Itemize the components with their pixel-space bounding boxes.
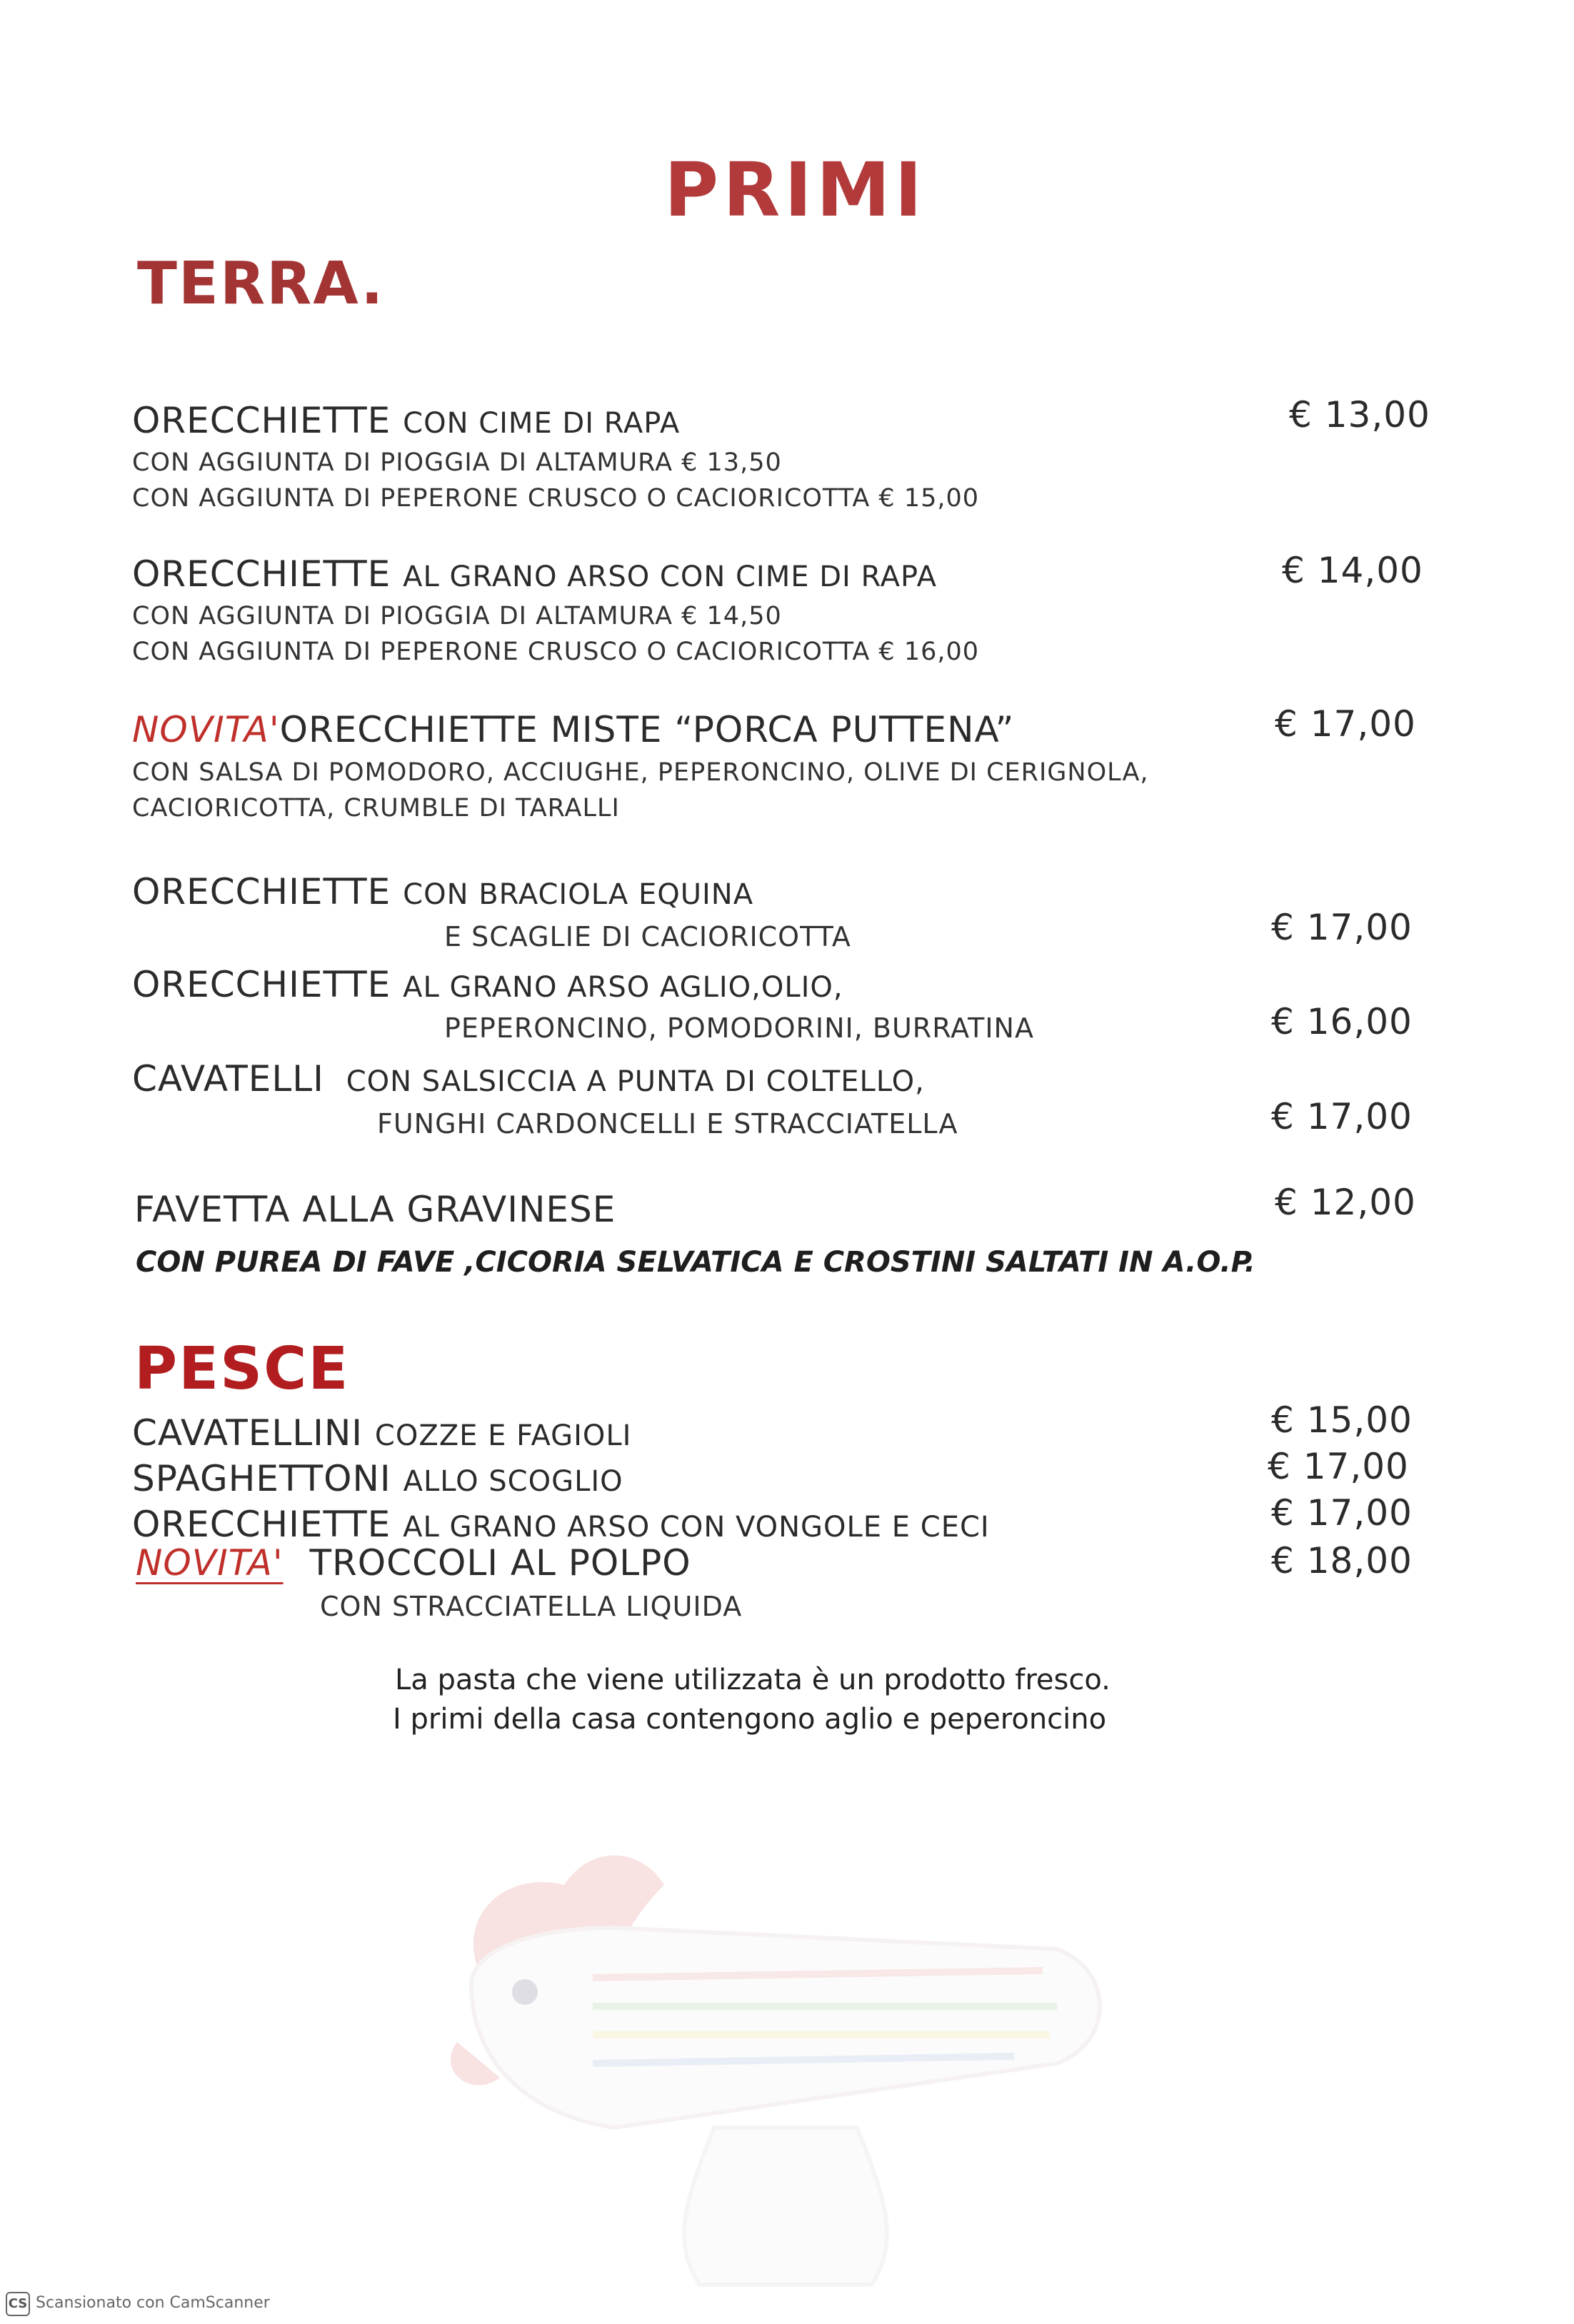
novita-label: NOVITA' <box>136 1542 284 1584</box>
menu-item-cavatelli-salsiccia <box>132 1058 925 1100</box>
dish-name: TROCCOLI AL POLPO <box>309 1542 691 1584</box>
section-title-pesce: PESCE <box>134 1335 350 1403</box>
dish-name: CAVATELLI <box>132 1058 324 1100</box>
dish-description: AL GRANO ARSO CON CIME DI RAPA <box>403 560 937 593</box>
price: € 18,00 <box>1271 1540 1413 1581</box>
menu-item-orecchiette-aglio-olio <box>132 964 843 1005</box>
dish-name: FAVETTA ALLA GRAVINESE <box>134 1189 616 1230</box>
menu-item-orecchiette-vongole <box>132 1504 990 1545</box>
rooster-eye <box>512 1979 538 2005</box>
menu-item-spaghettoni <box>132 1458 623 1499</box>
price: € 15,00 <box>1271 1399 1413 1441</box>
menu-item-favetta-gravinese <box>134 1189 616 1230</box>
rooster-whistle-watermark <box>428 1828 1143 2313</box>
page-title: PRIMI <box>664 146 927 233</box>
dish-description-line: CON SALSA DI POMODORO, ACCIUGHE, PEPERONCINO, OLIVE DI CERIGNOLA, <box>132 758 1149 787</box>
dish-extra: CON AGGIUNTA DI PEPERONE CRUSCO O CACIORICOTTA € 15,00 <box>132 484 980 513</box>
dish-name: ORECCHIETTE <box>132 400 391 441</box>
menu-item-porca-puttena <box>132 709 1014 750</box>
dish-name: SPAGHETTONI <box>132 1458 391 1499</box>
dish-description: CON SALSICCIA A PUNTA DI COLTELLO, <box>346 1065 925 1098</box>
note-line: I primi della casa contengono aglio e peperoncino <box>393 1703 1107 1736</box>
note-line: La pasta che viene utilizzata è un prodotto fresco. <box>395 1664 1111 1696</box>
menu-item-orecchiette-cime-di-rapa <box>132 400 680 441</box>
dish-description: CON CIME DI RAPA <box>403 407 681 440</box>
dish-extra: CON AGGIUNTA DI PEPERONE CRUSCO O CACIORICOTTA € 16,00 <box>132 638 980 666</box>
price: € 13,00 <box>1289 394 1430 436</box>
dish-name: ORECCHIETTE <box>132 871 391 912</box>
price: € 12,00 <box>1275 1182 1416 1223</box>
price: € 14,00 <box>1282 550 1423 591</box>
price: € 17,00 <box>1271 1096 1413 1137</box>
footer-text: Scansionato con CamScanner <box>36 2294 270 2312</box>
menu-item-cavatellini <box>132 1412 631 1454</box>
price: € 17,00 <box>1271 1492 1413 1534</box>
price: € 17,00 <box>1271 907 1413 948</box>
dish-description-line: FUNGHI CARDONCELLI E STRACCIATELLA <box>377 1108 958 1140</box>
price: € 16,00 <box>1271 1001 1413 1042</box>
dish-name: ORECCHIETTE MISTE “PORCA PUTTENA” <box>279 709 1015 750</box>
camscanner-logo: CS <box>6 2292 30 2316</box>
dish-extra: CON AGGIUNTA DI PIOGGIA DI ALTAMURA € 13,50 <box>132 448 782 477</box>
menu-item-troccoli-polpo <box>136 1542 691 1584</box>
section-title-terra: TERRA. <box>137 250 385 318</box>
dish-description-line: CACIORICOTTA, CRUMBLE DI TARALLI <box>132 794 620 823</box>
dish-description-line: CON STRACCIATELLA LIQUIDA <box>320 1591 743 1622</box>
dish-description: ALLO SCOGLIO <box>403 1465 623 1498</box>
dish-description-line: PEPERONCINO, POMODORINI, BURRATINA <box>444 1012 1034 1044</box>
price: € 17,00 <box>1268 1446 1409 1487</box>
dish-name: ORECCHIETTE <box>132 1504 391 1545</box>
dish-extra: CON AGGIUNTA DI PIOGGIA DI ALTAMURA € 14,50 <box>132 602 782 630</box>
menu-item-orecchiette-grano-arso-cime <box>132 553 937 595</box>
dish-name: CAVATELLINI <box>132 1412 363 1454</box>
dish-description: AL GRANO ARSO CON VONGOLE E CECI <box>403 1511 990 1544</box>
menu-item-orecchiette-braciola <box>132 871 753 912</box>
scanner-footer <box>6 2292 270 2316</box>
whistle-body <box>471 1928 1100 2128</box>
dish-description: COZZE E FAGIOLI <box>374 1419 632 1452</box>
dish-name: ORECCHIETTE <box>132 964 391 1005</box>
whistle-base <box>684 2128 887 2285</box>
dish-description-line: E SCAGLIE DI CACIORICOTTA <box>444 921 851 952</box>
dish-description: CON BRACIOLA EQUINA <box>403 878 754 911</box>
novita-label: NOVITA' <box>132 709 280 750</box>
dish-description: AL GRANO ARSO AGLIO,OLIO, <box>403 971 843 1004</box>
price: € 17,00 <box>1275 703 1416 745</box>
dish-name: ORECCHIETTE <box>132 553 391 595</box>
dish-description: CON PUREA DI FAVE ,CICORIA SELVATICA E CROSTINI SALTATI IN A.O.P. <box>136 1246 1255 1279</box>
